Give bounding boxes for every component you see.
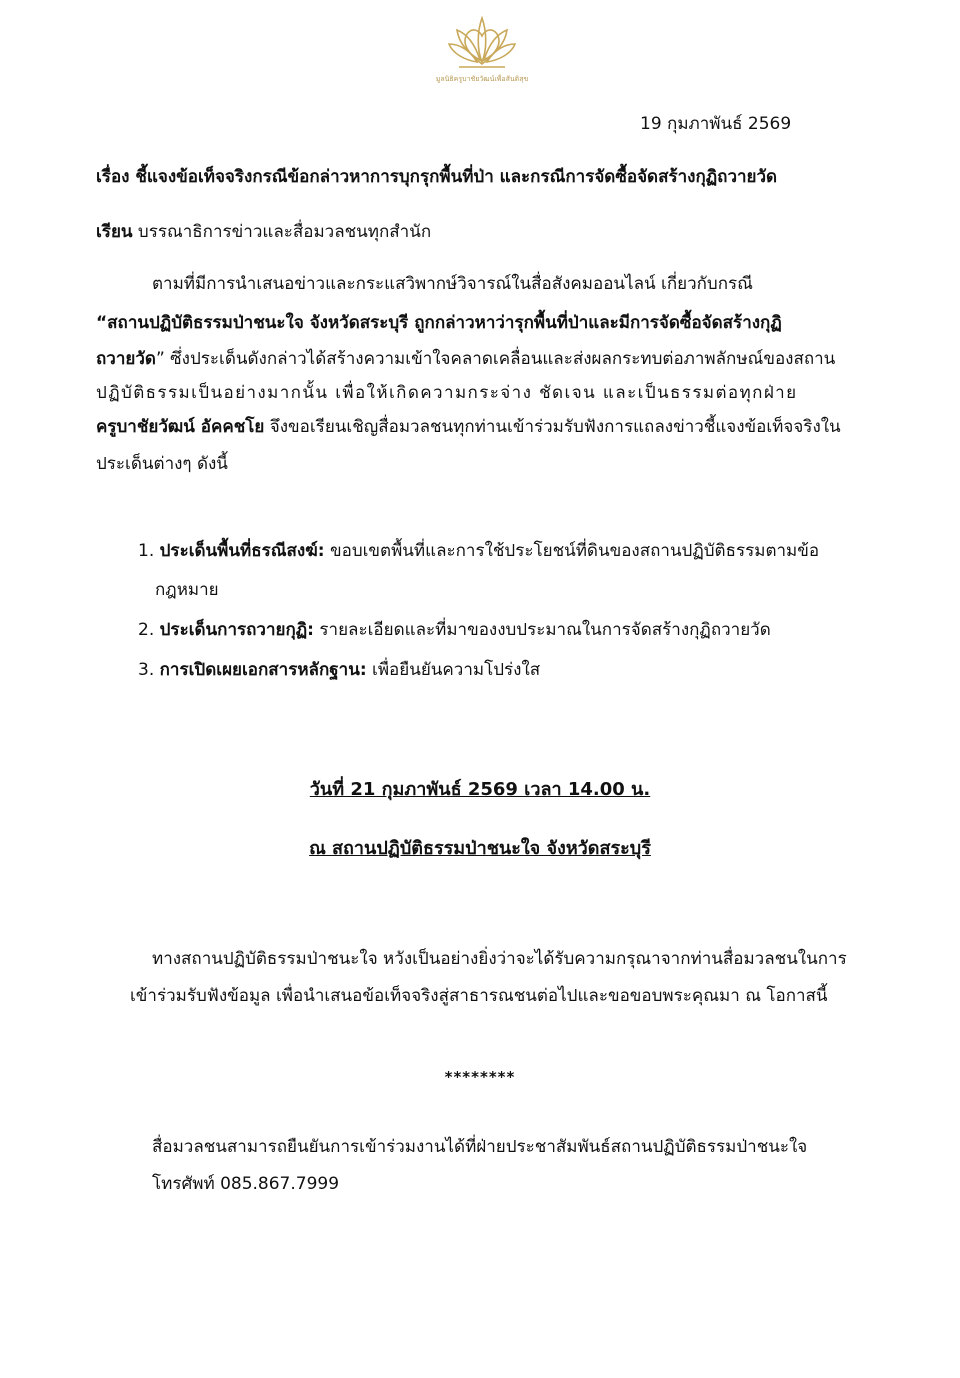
body-line-5 [96,413,876,440]
issue-title: ประเด็นการถวายกุฏิ: [159,620,314,640]
event-venue: ณ สถานปฏิบัติธรรมป่าชนะใจ จังหวัดสระบุรี [309,838,651,859]
body-line-3 [96,345,876,372]
body-line-6: ประเด็นต่างๆ ดังนี้ [96,454,228,474]
issue-item-2 [138,616,771,643]
issue-item-1-continued: กฎหมาย [155,580,219,600]
issue-text: เพื่อยืนยันความโปร่งใส [366,660,541,680]
foundation-logo [420,14,544,90]
contact-line-1: สื่อมวลชนสามารถยืนยันการเข้าร่วมงานได้ที่ฝ่ายประชาสัมพันธ์สถานปฏิบัติธรรมป่าชนะใจ [152,1137,808,1157]
body-line-2: “สถานปฏิบัติธรรมป่าชนะใจ จังหวัดสระบุรี ถูกกล่าวหาว่ารุกพื้นที่ป่าและมีการจัดซื้อจัดสร้างกุฏิ [96,313,782,333]
lotus-heart-icon [447,14,517,72]
issue-text: ขอบเขตพื้นที่และการใช้ประโยชน์ที่ดินของสถานปฏิบัติธรรมตามข้อ [324,541,820,561]
separator-stars: ******** [444,1068,516,1086]
body-line-3-bold: ถวายวัด [96,349,156,369]
recipient-label: เรียน [96,222,133,242]
issue-item-1 [138,537,819,564]
closing-line-1: ทางสถานปฏิบัติธรรมป่าชนะใจ หวังเป็นอย่างยิ่งว่าจะได้รับความกรุณาจากท่านสื่อมวลชนในการ [152,949,847,969]
contact-phone: โทรศัพท์ 085.867.7999 [152,1174,340,1194]
letter-subject: เรื่อง ชี้แจงข้อเท็จจริงกรณีข้อกล่าวหาการบุกรุกพื้นที่ป่า และกรณีการจัดซื้อจัดสร้างกุฏิถวายวัด [96,167,778,187]
letter-recipient [96,218,431,245]
logo-text: มูลนิธิครูบาชัยวัฒน์เพื่อสันติสุข [435,75,529,83]
recipient-text: บรรณาธิการข่าวและสื่อมวลชนทุกสำนัก [132,222,432,242]
body-line-5-rest: จึงขอเรียนเชิญสื่อมวลชนทุกท่านเข้าร่วมรับฟังการแถลงข่าวชี้แจงข้อเท็จจริงใน [264,417,841,437]
issue-title: ประเด็นพื้นที่ธรณีสงฆ์: [159,541,325,561]
issue-title: การเปิดเผยเอกสารหลักฐาน: [159,660,367,680]
event-datetime: วันที่ 21 กุมภาพันธ์ 2569 เวลา 14.00 น. [309,779,651,800]
body-line-5-bold: ครูบาชัยวัฒน์ อัคคชโย [96,417,265,437]
issue-item-3 [138,656,540,683]
body-line-3-rest: ” ซึ่งประเด็นดังกล่าวได้สร้างความเข้าใจคลาดเคลื่อนและส่งผลกระทบต่อภาพลักษณ์ของสถาน [155,349,836,369]
issue-text: รายละเอียดและที่มาของงบประมาณในการจัดสร้างกุฏิถวายวัด [314,620,771,640]
issue-number: 3. [138,660,155,680]
closing-line-2: เข้าร่วมรับฟังข้อมูล เพื่อนำเสนอข้อเท็จจริงสู่สาธารณชนต่อไปและขอขอบพระคุณมา ณ โอกาสนี้ [130,986,828,1006]
letter-date: 19 กุมภาพันธ์ 2569 [640,114,792,134]
issue-number: 2. [138,620,155,640]
issue-number: 1. [138,541,155,561]
body-line-1: ตามที่มีการนำเสนอข่าวและกระแสวิพากษ์วิจารณ์ในสื่อสังคมออนไลน์ เกี่ยวกับกรณี [152,274,753,294]
body-line-4: ปฏิบัติธรรมเป็นอย่างมากนั้น เพื่อให้เกิดความกระจ่าง ชัดเจน และเป็นธรรมต่อทุกฝ่าย [96,383,798,403]
